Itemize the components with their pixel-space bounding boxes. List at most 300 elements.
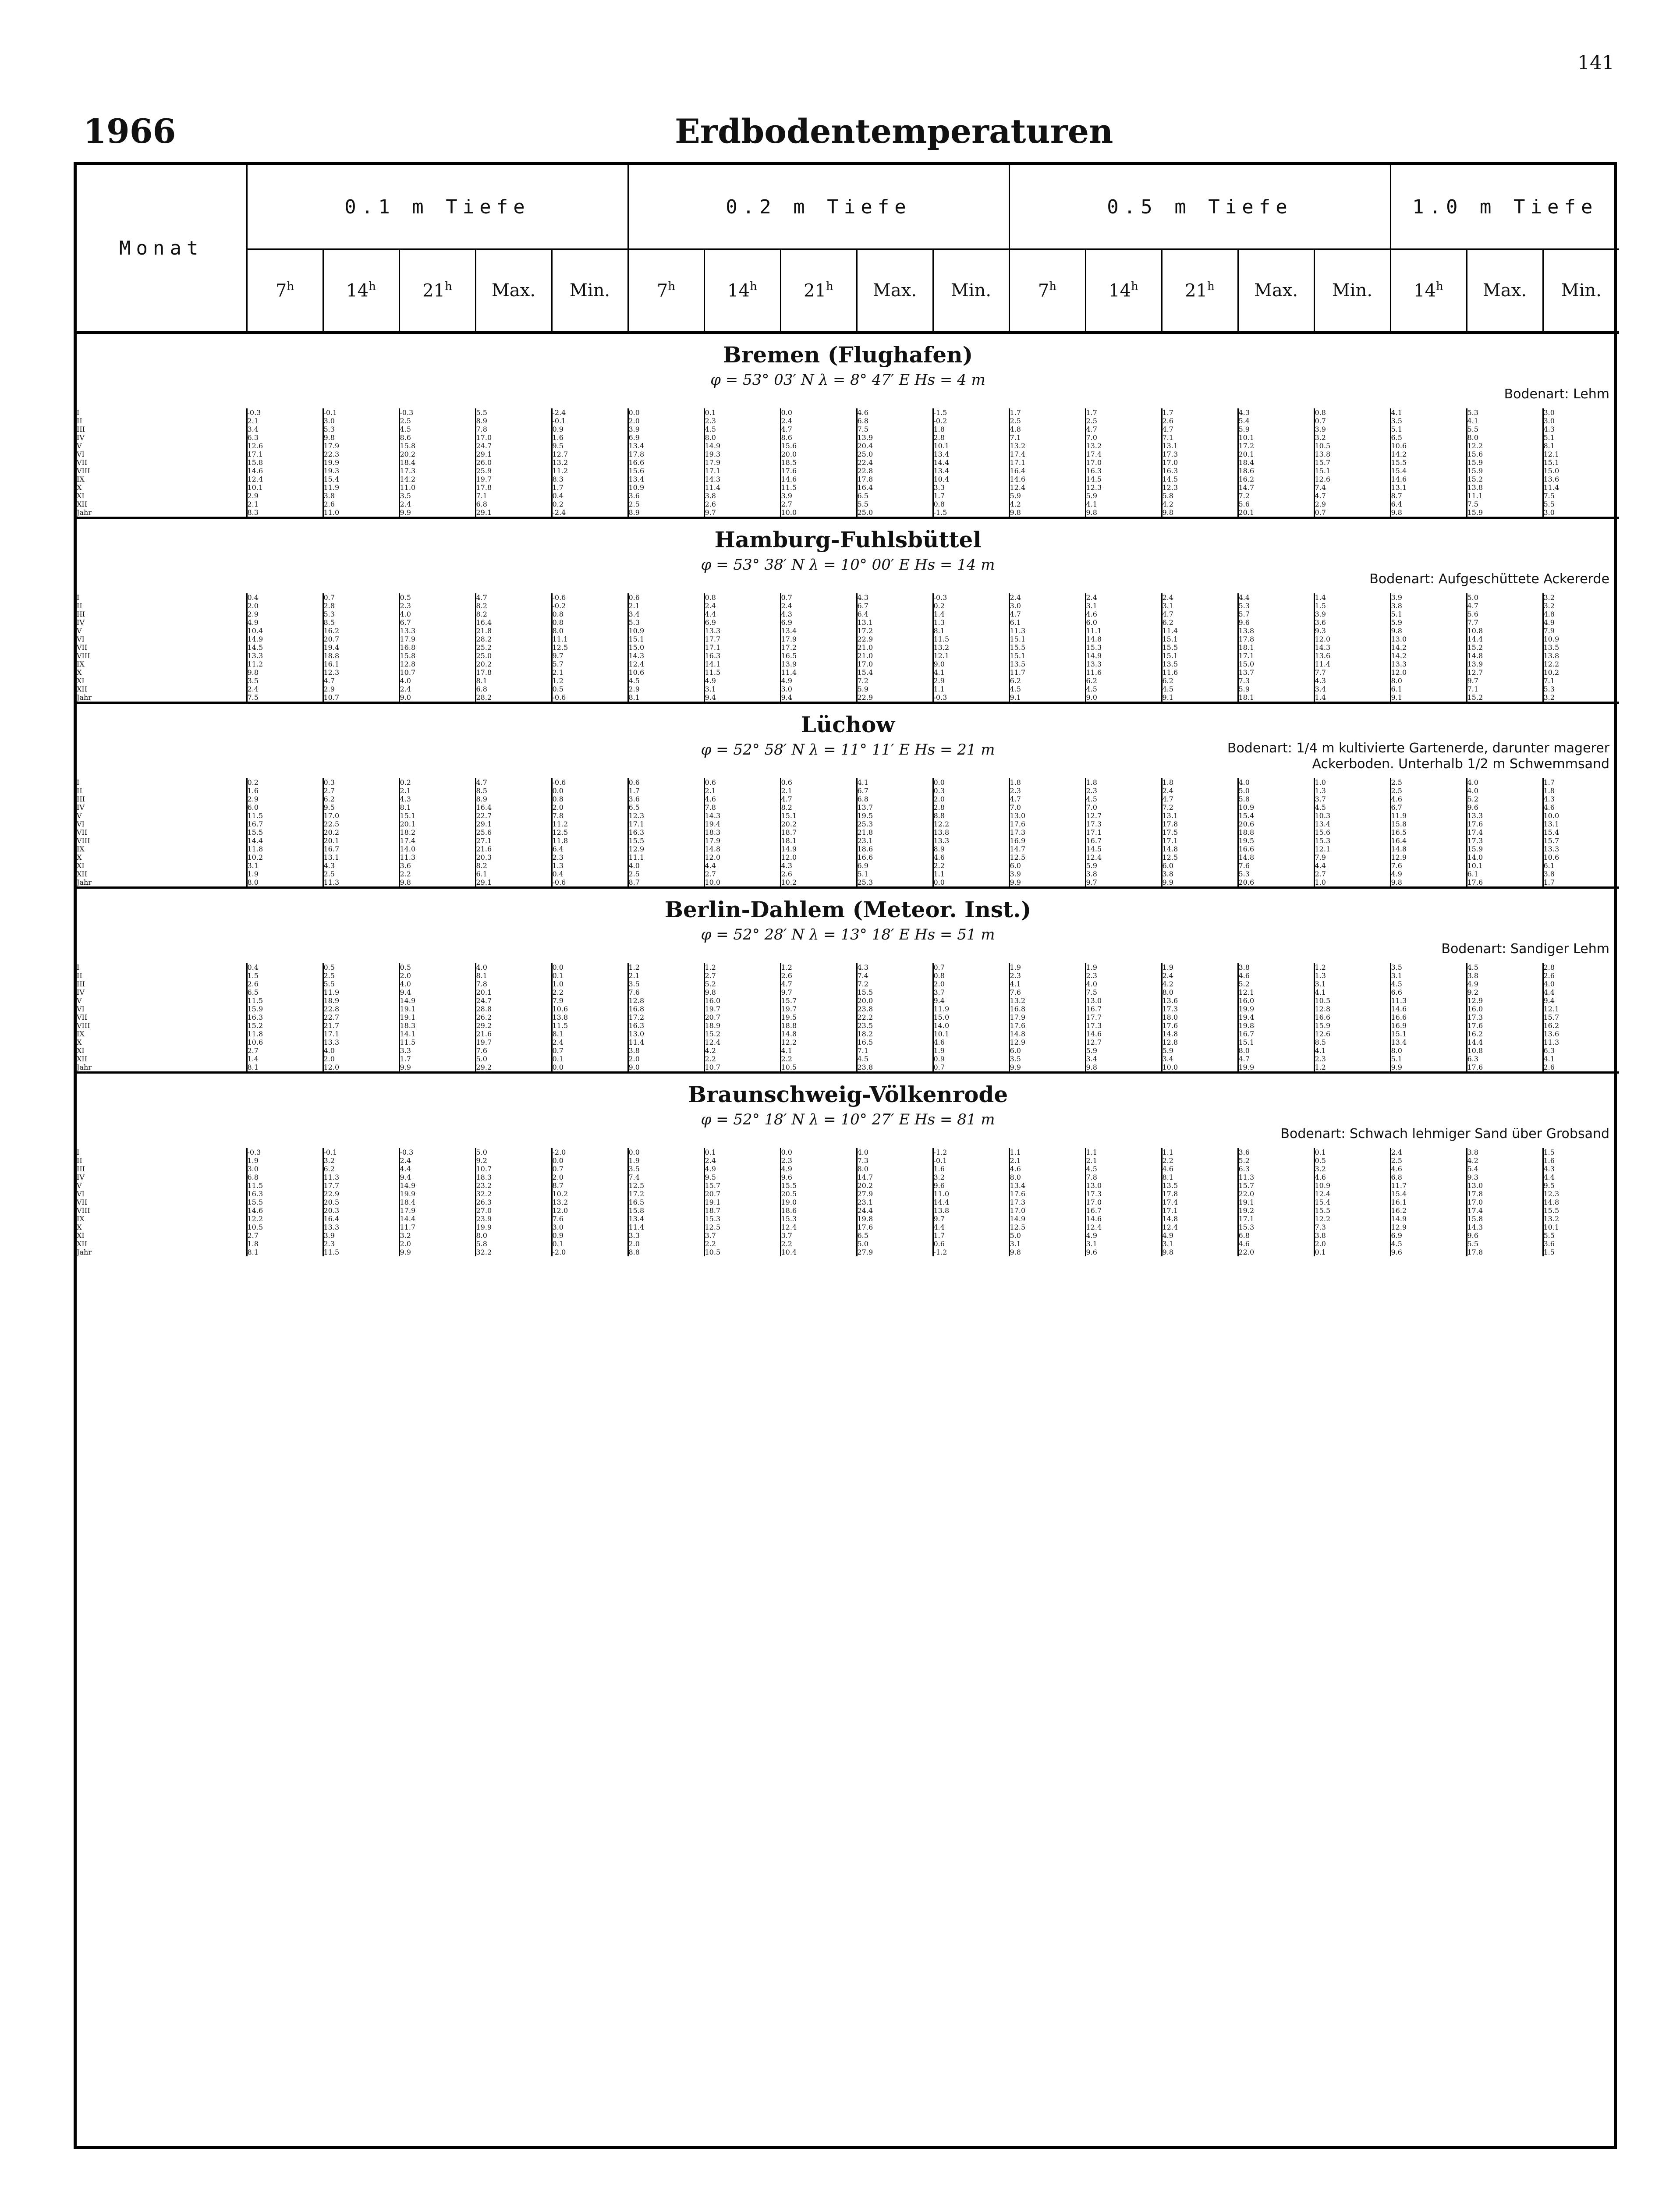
temperature-cell: 2.5 — [1390, 1156, 1467, 1165]
temperature-cell: 6.9 — [1390, 1231, 1467, 1240]
temperature-cell: 22.7 — [475, 812, 552, 820]
temperature-cell: 3.1 — [1162, 1240, 1238, 1248]
temperature-cell: 15.5 — [628, 837, 704, 845]
temperature-cell: 0.3 — [323, 778, 399, 787]
temperature-cell: 9.4 — [399, 988, 475, 996]
temperature-cell: -1.2 — [933, 1248, 1009, 1256]
temperature-cell: 13.4 — [933, 467, 1009, 475]
temperature-cell: 13.2 — [552, 1198, 628, 1206]
temperature-cell: 8.0 — [1238, 1046, 1314, 1055]
table-row — [77, 963, 1619, 971]
temperature-cell: 4.7 — [1162, 795, 1238, 803]
temperature-cell: 18.7 — [704, 1206, 780, 1215]
temperature-cell: 22.9 — [857, 635, 933, 643]
temperature-cell: 16.7 — [1085, 837, 1162, 845]
temperature-cell: 0.7 — [552, 1046, 628, 1055]
temperature-cell: 25.9 — [475, 467, 552, 475]
month-label: I — [77, 408, 80, 417]
temperature-cell: 2.1 — [1085, 1156, 1162, 1165]
temperature-cell: 9.2 — [1467, 988, 1543, 996]
temperature-cell: 8.5 — [323, 618, 399, 627]
temperature-cell: 13.3 — [323, 1223, 399, 1231]
temperature-cell: 12.9 — [1009, 1038, 1085, 1046]
temperature-cell: 17.6 — [1467, 1021, 1543, 1030]
temperature-cell: 25.0 — [857, 450, 933, 458]
temperature-cell: 3.6 — [399, 862, 475, 870]
temperature-cell: 4.7 — [780, 425, 857, 433]
temperature-cell: 2.6 — [1162, 417, 1238, 425]
temperature-cell: 2.1 — [247, 417, 323, 425]
temperature-cell: 9.8 — [1009, 1248, 1085, 1256]
station-section — [77, 703, 1619, 888]
temperature-cell: 20.1 — [475, 988, 552, 996]
soil-line: Bodenart: Sandiger Lehm — [1441, 941, 1610, 957]
temperature-cell: 17.4 — [1467, 1206, 1543, 1215]
temperature-cell: 14.8 — [1543, 1198, 1619, 1206]
temperature-cell: 5.5 — [1543, 1231, 1619, 1240]
temperature-cell: 1.9 — [247, 1156, 323, 1165]
temperature-cell: 9.7 — [1467, 677, 1543, 685]
temperature-cell: 21.6 — [475, 845, 552, 853]
temperature-cell: 0.7 — [933, 963, 1009, 971]
temperature-cell: 4.1 — [1467, 417, 1543, 425]
table-row — [77, 1046, 1619, 1055]
temperature-cell: 14.2 — [1390, 643, 1467, 652]
temperature-cell: 12.9 — [1390, 853, 1467, 862]
table-row — [77, 500, 1619, 508]
temperature-cell: 7.5 — [857, 425, 933, 433]
temperature-cell: 8.9 — [475, 795, 552, 803]
temperature-cell: 4.6 — [933, 1038, 1009, 1046]
table-row — [77, 878, 1619, 888]
temperature-cell: 17.3 — [1467, 837, 1543, 845]
temperature-cell: 18.6 — [780, 1206, 857, 1215]
temperature-cell: 4.1 — [933, 668, 1009, 677]
month-label: VI — [77, 450, 85, 458]
temperature-cell: 13.3 — [704, 627, 780, 635]
temperature-cell: 18.1 — [1238, 643, 1314, 652]
temperature-cell: 12.8 — [399, 660, 475, 668]
temperature-cell: 14.2 — [1390, 652, 1467, 660]
temperature-cell: 17.6 — [1467, 878, 1543, 888]
temperature-cell: 16.0 — [1467, 1005, 1543, 1013]
temperature-cell: 13.7 — [857, 803, 933, 812]
temperature-cell: 23.1 — [857, 837, 933, 845]
temperature-cell: 8.9 — [475, 417, 552, 425]
column-header: 21$^h$ — [399, 249, 475, 333]
temperature-cell: 10.7 — [475, 1165, 552, 1173]
temperature-cell: 17.8 — [1467, 1248, 1543, 1256]
temperature-cell: 7.2 — [857, 980, 933, 988]
temperature-cell: 2.1 — [399, 787, 475, 795]
temperature-cell: 2.0 — [1314, 1240, 1390, 1248]
temperature-cell: 14.8 — [1009, 1030, 1085, 1038]
temperature-cell: 6.8 — [475, 685, 552, 693]
temperature-cell: 15.4 — [323, 475, 399, 483]
temperature-cell: 15.8 — [399, 442, 475, 450]
temperature-cell: 4.5 — [857, 1055, 933, 1063]
temperature-cell: 0.0 — [780, 1148, 857, 1156]
temperature-cell: 15.8 — [247, 458, 323, 467]
temperature-cell: 9.6 — [780, 1173, 857, 1181]
temperature-cell: 2.6 — [1543, 1063, 1619, 1073]
temperature-cell: 2.3 — [1085, 971, 1162, 980]
table-row — [77, 980, 1619, 988]
temperature-cell: 10.1 — [247, 483, 323, 492]
temperature-cell: 1.3 — [933, 618, 1009, 627]
temperature-cell: 4.0 — [323, 1046, 399, 1055]
station-name: Braunschweig-Völkenrode — [688, 1081, 1008, 1107]
temperature-cell: 19.5 — [857, 812, 933, 820]
temperature-cell: 16.3 — [628, 1021, 704, 1030]
temperature-cell: 17.4 — [1085, 450, 1162, 458]
temperature-cell: 6.2 — [1009, 677, 1085, 685]
temperature-cell: 3.8 — [1390, 602, 1467, 610]
temperature-cell: 2.9 — [1314, 500, 1390, 508]
temperature-cell: 2.1 — [628, 971, 704, 980]
temperature-cell: 2.4 — [780, 602, 857, 610]
temperature-cell: 17.1 — [628, 820, 704, 828]
temperature-cell: 9.9 — [1009, 1063, 1085, 1073]
soil-line: Bodenart: Aufgeschüttete Ackererde — [1369, 571, 1610, 587]
table-row — [77, 1005, 1619, 1013]
temperature-cell: 7.4 — [857, 971, 933, 980]
temperature-cell: 9.5 — [1543, 1181, 1619, 1190]
temperature-cell: 17.3 — [399, 467, 475, 475]
temperature-cell: 7.5 — [1467, 500, 1543, 508]
temperature-cell: 11.4 — [1314, 660, 1390, 668]
temperature-cell: 10.1 — [1238, 433, 1314, 442]
temperature-cell: 0.1 — [552, 971, 628, 980]
temperature-cell: 9.8 — [247, 668, 323, 677]
temperature-cell: 12.3 — [628, 812, 704, 820]
temperature-cell: 20.0 — [857, 996, 933, 1005]
temperature-cell: 14.9 — [1390, 1215, 1467, 1223]
temperature-cell: 13.6 — [1543, 475, 1619, 483]
temperature-cell: 3.4 — [1162, 1055, 1238, 1063]
temperature-cell: 14.3 — [704, 475, 780, 483]
month-label: X — [77, 668, 82, 677]
temperature-cell: 4.7 — [1009, 610, 1085, 618]
temperature-cell: -0.2 — [552, 602, 628, 610]
temperature-cell: 20.0 — [780, 450, 857, 458]
temperature-cell: 15.5 — [1390, 458, 1467, 467]
temperature-cell: 26.0 — [475, 458, 552, 467]
temperature-cell: 22.9 — [857, 693, 933, 703]
table-row — [77, 483, 1619, 492]
temperature-cell: 9.7 — [704, 508, 780, 518]
temperature-cell: 16.6 — [1238, 845, 1314, 853]
temperature-cell: 24.4 — [857, 1206, 933, 1215]
temperature-cell: 7.0 — [1009, 803, 1085, 812]
temperature-cell: 12.3 — [1162, 483, 1238, 492]
temperature-cell: 16.0 — [704, 996, 780, 1005]
temperature-cell: 3.3 — [628, 1231, 704, 1240]
temperature-cell: 10.8 — [1467, 627, 1543, 635]
table-row — [77, 1038, 1619, 1046]
temperature-cell: 12.2 — [1467, 442, 1543, 450]
temperature-cell: 15.0 — [1543, 467, 1619, 475]
temperature-cell: 14.8 — [1162, 1215, 1238, 1223]
temperature-cell: 17.9 — [399, 635, 475, 643]
month-label: VI — [77, 820, 85, 828]
temperature-cell: 10.6 — [1390, 442, 1467, 450]
temperature-cell: 17.1 — [704, 643, 780, 652]
table-row — [77, 1198, 1619, 1206]
temperature-cell: 14.5 — [1162, 475, 1238, 483]
column-header: 21$^h$ — [1162, 249, 1238, 333]
temperature-cell: 15.1 — [1162, 635, 1238, 643]
temperature-cell: 15.1 — [1314, 467, 1390, 475]
temperature-cell: 0.8 — [552, 610, 628, 618]
temperature-cell: 11.5 — [247, 812, 323, 820]
temperature-cell: 4.7 — [1009, 795, 1085, 803]
temperature-cell: 4.4 — [704, 862, 780, 870]
temperature-cell: -0.1 — [552, 417, 628, 425]
temperature-cell: 5.5 — [1467, 1240, 1543, 1248]
temperature-cell: 9.8 — [1009, 508, 1085, 518]
temperature-cell: 14.6 — [780, 475, 857, 483]
temperature-cell: 19.2 — [1238, 1206, 1314, 1215]
temperature-cell: 1.5 — [1314, 602, 1390, 610]
temperature-cell: 15.3 — [1085, 643, 1162, 652]
temperature-cell: 24.7 — [475, 996, 552, 1005]
temperature-cell: -0.3 — [933, 693, 1009, 703]
temperature-cell: 19.9 — [1238, 1063, 1314, 1073]
temperature-cell: 2.2 — [780, 1240, 857, 1248]
temperature-cell: 7.9 — [552, 996, 628, 1005]
temperature-cell: 4.9 — [780, 1165, 857, 1173]
temperature-cell: 0.6 — [628, 778, 704, 787]
temperature-cell: 1.3 — [552, 862, 628, 870]
temperature-cell: -0.3 — [247, 408, 323, 417]
temperature-cell: 7.6 — [1390, 862, 1467, 870]
temperature-cell: 7.8 — [1085, 1173, 1162, 1181]
temperature-cell: 2.0 — [552, 803, 628, 812]
temperature-cell: 12.4 — [1085, 1223, 1162, 1231]
temperature-cell: 8.5 — [1314, 1038, 1390, 1046]
temperature-cell: 13.5 — [1162, 1181, 1238, 1190]
temperature-cell: 15.1 — [1238, 1038, 1314, 1046]
temperature-cell: 2.5 — [323, 870, 399, 878]
temperature-cell: 29.1 — [475, 450, 552, 458]
temperature-cell: 9.8 — [1162, 508, 1238, 518]
temperature-cell: 7.2 — [1162, 803, 1238, 812]
monat-header: Monat — [77, 165, 247, 333]
temperature-cell: 15.5 — [247, 828, 323, 837]
temperature-cell: 10.4 — [780, 1248, 857, 1256]
temperature-cell: 8.0 — [552, 627, 628, 635]
temperature-cell: 17.1 — [1085, 828, 1162, 837]
temperature-cell: 1.7 — [933, 492, 1009, 500]
month-label: II — [77, 602, 82, 610]
month-label: IV — [77, 618, 85, 627]
temperature-cell: 2.0 — [247, 602, 323, 610]
temperature-cell: 4.3 — [1314, 677, 1390, 685]
temperature-cell: 27.0 — [475, 1206, 552, 1215]
temperature-cell: 0.0 — [552, 963, 628, 971]
month-label: XII — [77, 1055, 88, 1063]
table-row — [77, 508, 1619, 518]
temperature-cell: 4.7 — [475, 593, 552, 602]
temperature-cell: 5.5 — [1467, 425, 1543, 433]
temperature-cell: 0.5 — [399, 593, 475, 602]
temperature-cell: 10.9 — [1238, 803, 1314, 812]
temperature-cell: 11.9 — [323, 988, 399, 996]
temperature-cell: 10.5 — [704, 1248, 780, 1256]
temperature-cell: 20.7 — [323, 635, 399, 643]
temperature-cell: 19.5 — [780, 1013, 857, 1021]
temperature-cell: 13.2 — [1009, 442, 1085, 450]
temperature-cell: 3.9 — [628, 425, 704, 433]
temperature-cell: 9.0 — [933, 660, 1009, 668]
month-label: XI — [77, 492, 85, 500]
temperature-cell: 3.0 — [780, 685, 857, 693]
temperature-cell: 17.2 — [628, 1013, 704, 1021]
column-header: 7$^h$ — [628, 249, 704, 333]
temperature-cell: 13.3 — [1467, 812, 1543, 820]
temperature-cell: 5.5 — [475, 408, 552, 417]
temperature-cell: 12.4 — [1314, 1190, 1390, 1198]
temperature-cell: 11.4 — [780, 668, 857, 677]
temperature-cell: 13.8 — [552, 1013, 628, 1021]
table-row — [77, 1165, 1619, 1173]
temperature-cell: 4.6 — [857, 408, 933, 417]
temperature-cell: 5.2 — [1238, 980, 1314, 988]
temperature-cell: 1.4 — [1314, 593, 1390, 602]
temperature-cell: 17.3 — [1162, 450, 1238, 458]
temperature-cell: 1.7 — [399, 1055, 475, 1063]
temperature-cell: 18.8 — [323, 652, 399, 660]
temperature-cell: 10.4 — [933, 475, 1009, 483]
temperature-cell: 10.7 — [704, 1063, 780, 1073]
temperature-cell: 2.2 — [399, 870, 475, 878]
table-row — [77, 812, 1619, 820]
temperature-cell: 17.8 — [1162, 820, 1238, 828]
temperature-cell: 22.8 — [323, 1005, 399, 1013]
temperature-cell: 13.4 — [628, 475, 704, 483]
temperature-cell: 11.4 — [1162, 627, 1238, 635]
temperature-cell: 9.3 — [1467, 1173, 1543, 1181]
temperature-cell: 6.3 — [1467, 1055, 1543, 1063]
temperature-cell: 15.2 — [1467, 643, 1543, 652]
temperature-cell: 2.4 — [1009, 593, 1085, 602]
temperature-cell: 4.7 — [323, 677, 399, 685]
temperature-cell: 7.1 — [1543, 677, 1619, 685]
temperature-cell: 12.1 — [933, 652, 1009, 660]
temperature-cell: 8.1 — [933, 627, 1009, 635]
temperature-cell: 19.1 — [704, 1198, 780, 1206]
temperature-cell: 18.4 — [399, 458, 475, 467]
temperature-cell: 12.3 — [323, 668, 399, 677]
temperature-cell: 2.3 — [1009, 971, 1085, 980]
temperature-cell: 4.5 — [1085, 685, 1162, 693]
temperature-cell: 6.1 — [475, 870, 552, 878]
temperature-cell: 1.8 — [1009, 778, 1085, 787]
temperature-cell: 18.3 — [704, 828, 780, 837]
temperature-cell: 15.9 — [1467, 458, 1543, 467]
temperature-cell: 11.8 — [247, 845, 323, 853]
temperature-cell: 2.4 — [1162, 971, 1238, 980]
temperature-cell: 0.4 — [552, 492, 628, 500]
temperature-cell: 2.7 — [247, 1046, 323, 1055]
temperature-cell: 2.5 — [1009, 417, 1085, 425]
table-row — [77, 1215, 1619, 1223]
month-label: II — [77, 417, 82, 425]
temperature-cell: 5.1 — [857, 870, 933, 878]
temperature-cell: 10.9 — [628, 627, 704, 635]
temperature-cell: 0.5 — [552, 685, 628, 693]
temperature-cell: 3.8 — [1238, 963, 1314, 971]
temperature-cell: 14.3 — [1314, 643, 1390, 652]
temperature-cell: 13.3 — [247, 652, 323, 660]
month-label: VII — [77, 643, 88, 652]
temperature-cell: 17.3 — [1085, 1190, 1162, 1198]
temperature-cell: 11.2 — [552, 467, 628, 475]
temperature-cell: 29.2 — [475, 1021, 552, 1030]
month-label: III — [77, 610, 85, 618]
temperature-cell: 4.9 — [1467, 980, 1543, 988]
temperature-cell: 15.5 — [1162, 643, 1238, 652]
temperature-cell: 2.1 — [780, 787, 857, 795]
temperature-cell: 5.1 — [1390, 425, 1467, 433]
temperature-cell: 11.6 — [1085, 668, 1162, 677]
temperature-cell: -0.6 — [552, 693, 628, 703]
temperature-cell: 17.3 — [1009, 828, 1085, 837]
temperature-cell: 3.4 — [247, 425, 323, 433]
temperature-cell: 4.5 — [1162, 685, 1238, 693]
temperature-cell: 3.3 — [399, 1046, 475, 1055]
temperature-cell: 15.1 — [628, 635, 704, 643]
page-year: 1966 — [83, 112, 176, 151]
temperature-cell: 4.9 — [1162, 1231, 1238, 1240]
temperature-cell: 13.2 — [1543, 1215, 1619, 1223]
temperature-cell: 9.6 — [1467, 803, 1543, 812]
temperature-cell: 16.1 — [1390, 1198, 1467, 1206]
temperature-cell: 20.1 — [399, 820, 475, 828]
temperature-cell: 13.3 — [1390, 660, 1467, 668]
temperature-cell: 1.6 — [933, 1165, 1009, 1173]
temperature-cell: 1.2 — [552, 677, 628, 685]
station-coordinates: φ = 53° 38′ N λ = 10° 00′ E Hs = 14 m — [701, 556, 995, 574]
temperature-cell: 4.5 — [399, 425, 475, 433]
temperature-cell: 8.8 — [933, 812, 1009, 820]
temperature-cell: 19.9 — [399, 1190, 475, 1198]
temperature-cell: 7.4 — [628, 1173, 704, 1181]
temperature-cell: 8.1 — [399, 803, 475, 812]
table-row — [77, 467, 1619, 475]
temperature-cell: 5.9 — [1238, 685, 1314, 693]
temperature-cell: 4.9 — [704, 1165, 780, 1173]
temperature-cell: 15.1 — [399, 812, 475, 820]
temperature-cell: 21.8 — [857, 828, 933, 837]
temperature-cell: 0.0 — [780, 408, 857, 417]
temperature-cell: 19.1 — [399, 1005, 475, 1013]
temperature-cell: 10.1 — [933, 442, 1009, 450]
temperature-cell: 3.8 — [1467, 971, 1543, 980]
temperature-cell: 9.3 — [1314, 627, 1390, 635]
temperature-cell: 19.7 — [704, 1005, 780, 1013]
temperature-cell: 13.0 — [1390, 635, 1467, 643]
temperature-cell: 13.8 — [933, 1206, 1009, 1215]
temperature-cell: 4.2 — [704, 1046, 780, 1055]
temperature-cell: 17.1 — [704, 467, 780, 475]
month-label: XI — [77, 1231, 85, 1240]
month-label: I — [77, 593, 80, 602]
temperature-cell: 17.5 — [1162, 828, 1238, 837]
temperature-cell: 17.8 — [1162, 1190, 1238, 1198]
temperature-cell: 14.5 — [1085, 475, 1162, 483]
